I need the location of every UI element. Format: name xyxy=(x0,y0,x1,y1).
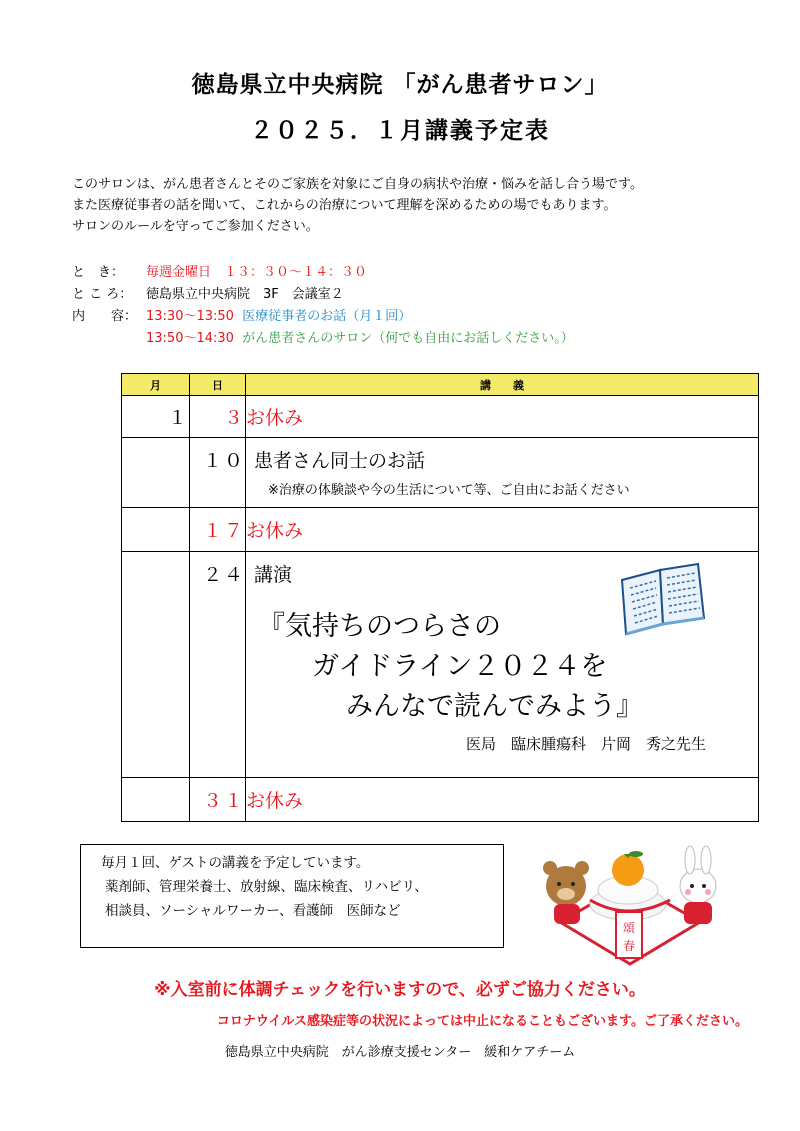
lecture-title-line3: みんなで読んでみよう』 xyxy=(346,691,643,722)
lecture-title-line1: 『気持ちのつらさの xyxy=(258,611,501,642)
seal-char-2: 春 xyxy=(622,939,636,953)
guest-line: 毎月１回、ゲストの講義を予定しています。 xyxy=(101,855,370,871)
content1-text: 医療従事者のお話（月１回） xyxy=(242,309,412,324)
schedule-table xyxy=(121,373,759,822)
content1-time: 13:30～13:50 xyxy=(146,309,234,324)
header-month: 月 xyxy=(122,374,190,396)
header-lecture: 講 義 xyxy=(246,374,759,396)
intro-text xyxy=(72,174,643,237)
month-cell xyxy=(122,778,190,822)
guest-line: 相談員、ソーシャルワーカー、看護師 医師など xyxy=(105,903,401,919)
table-row xyxy=(122,438,759,508)
content2-text: がん患者さんのサロン（何でも自由にお話しください。） xyxy=(242,331,574,346)
topic-cell: お休み xyxy=(246,508,759,552)
header-day: 日 xyxy=(190,374,246,396)
guest-box xyxy=(80,844,504,948)
when-value: 毎週金曜日 １３：３０～１４：３０ xyxy=(146,265,368,280)
where-label: と こ ろ： xyxy=(72,287,133,302)
schedule-info xyxy=(72,262,574,350)
table-row xyxy=(122,778,759,822)
month-cell xyxy=(122,438,190,508)
intro-line: このサロンは、がん患者さんとそのご家族を対象にご自身の病状や治療・悩みを話し合う場です。 xyxy=(72,177,643,192)
content2-time: 13:50～14:30 xyxy=(146,331,234,346)
page-title: 徳島県立中央病院 「がん患者サロン」 xyxy=(191,72,609,98)
month-cell xyxy=(122,508,190,552)
day-cell: １７ xyxy=(190,508,246,552)
topic-cell xyxy=(246,438,759,508)
where-value: 徳島県立中央病院 3F 会議室２ xyxy=(146,287,344,302)
day-cell: １０ xyxy=(190,438,246,508)
intro-line: また医療従事者の話を聞いて、これからの治療について理解を深めるための場でもあります。 xyxy=(72,198,617,213)
topic-note: ※治療の体験談や今の生活について等、ご自由にお話ください xyxy=(268,483,630,498)
page-subtitle: ２０２５．１月講義予定表 xyxy=(250,118,550,144)
month-cell: １ xyxy=(122,396,190,438)
table-row xyxy=(122,396,759,438)
day-cell: ２４ xyxy=(190,552,246,778)
info-when xyxy=(72,262,574,284)
info-where xyxy=(72,284,574,306)
content-label: 内 容： xyxy=(72,309,138,324)
new-year-illustration xyxy=(530,842,730,970)
when-label: と き： xyxy=(72,265,125,280)
footer: 徳島県立中央病院 がん診療支援センター 緩和ケアチーム xyxy=(224,1045,576,1060)
lecture-cell xyxy=(246,552,759,778)
seal-char-1: 頌 xyxy=(622,921,636,935)
topic-title: 講演 xyxy=(254,564,293,586)
guest-line: 薬剤師、管理栄養士、放射線、臨床検査、リハビリ、 xyxy=(105,879,428,895)
day-cell: ３１ xyxy=(190,778,246,822)
warning-notice: ※入室前に体調チェックを行いますので、必ずご協力ください。 xyxy=(154,980,646,1000)
speaker: 医局 臨床腫瘍科 片岡 秀之先生 xyxy=(465,735,706,753)
table-row xyxy=(122,552,759,778)
open-book-icon xyxy=(618,562,708,636)
info-content xyxy=(72,306,574,328)
lecture-title-line2: ガイドライン２０２４を xyxy=(312,651,608,682)
info-content-2 xyxy=(72,328,574,350)
topic-cell: お休み xyxy=(246,396,759,438)
covid-notice: コロナウイルス感染症等の状況によっては中止になることもございます。ご了承ください。 xyxy=(216,1014,748,1029)
topic-cell: お休み xyxy=(246,778,759,822)
table-row xyxy=(122,508,759,552)
day-cell: ３ xyxy=(190,396,246,438)
table-header-row xyxy=(122,374,759,396)
intro-line: サロンのルールを守ってご参加ください。 xyxy=(72,219,319,234)
topic-title: 患者さん同士のお話 xyxy=(254,450,426,472)
month-cell xyxy=(122,552,190,778)
